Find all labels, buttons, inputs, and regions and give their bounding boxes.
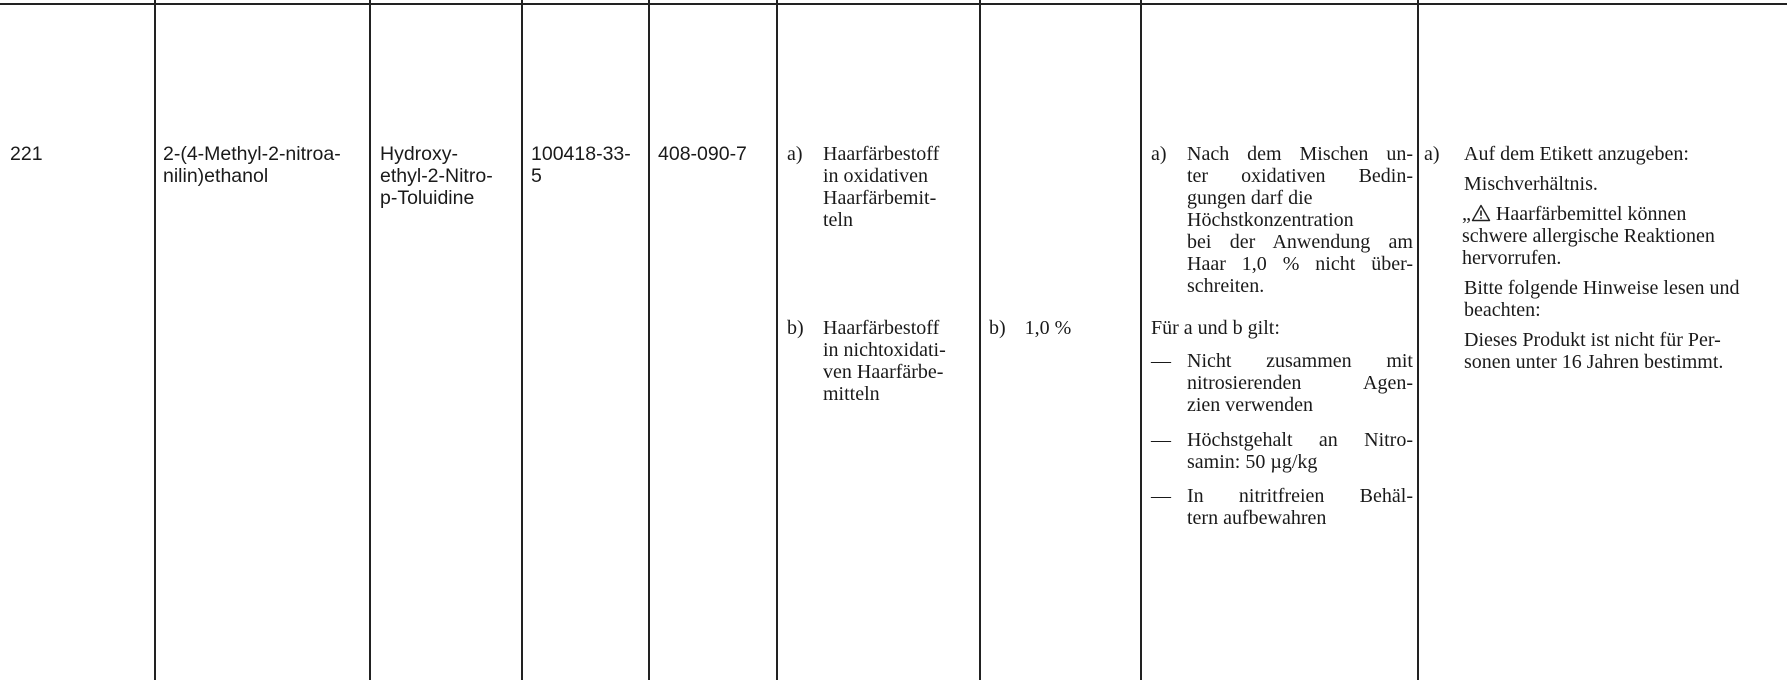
max-concentration: b) 1,0 %: [989, 317, 1072, 339]
limitation-heading: Für a und b gilt:: [1151, 317, 1280, 339]
mixing-ratio: Mischverhältnis.: [1464, 173, 1598, 195]
column-divider: [1417, 0, 1419, 680]
column-divider: [521, 0, 523, 680]
warning-text: „ Haarfärbemittel können schwere allergische Reaktionen hervorrufen.: [1462, 203, 1715, 269]
limitation-bullet: — Höchstgehalt an Nitro- samin: 50 µg/kg: [1151, 429, 1413, 473]
product-type-b: b) Haarfärbestoff in nichtoxidati- ven Haarfärbe- mitteln: [787, 317, 946, 405]
chemical-name: 2-(4-Methyl-2-nitroa- nilin)ethanol: [163, 143, 341, 187]
product-type-a: a) Haarfärbestoff in oxidativen Haarfärbemit- teln: [787, 143, 940, 231]
limitation-a: a) Nach dem Mischen un- ter oxidativen Bedin- gungen darf die Höchstkonzentration bei der Anwendung am Haar 1,0 % nicht über- schreiten.: [1151, 143, 1413, 297]
reference-number: 221: [10, 143, 43, 165]
column-divider: [154, 0, 156, 680]
read-instructions-text: Bitte folgende Hinweise lesen und beachten:: [1464, 277, 1740, 321]
table-top-rule: [0, 3, 1787, 5]
age-restriction-text: Dieses Produkt ist nicht für Per- sonen unter 16 Jahren bestimmt.: [1464, 329, 1724, 373]
limitation-bullet: — In nitritfreien Behäl- tern aufbewahren: [1151, 485, 1413, 529]
common-name: Hydroxy- ethyl-2-Nitro- p-Toluidine: [380, 143, 493, 209]
column-divider: [369, 0, 371, 680]
warning-triangle-icon: [1471, 204, 1491, 222]
ec-number: 408-090-7: [658, 143, 747, 165]
column-divider: [648, 0, 650, 680]
label-instruction: Auf dem Etikett anzugeben:: [1464, 143, 1689, 165]
other-limitations: [1151, 143, 1413, 563]
labelling-conditions: a) Auf dem Etikett anzugeben: Mischverhältnis. „ Haarfärbemittel können schwere allergische Reaktionen hervorrufen. Bitte folgende Hinweise lesen und beachten: Dieses Produkt ist nicht für Per- sonen unter 16 Jahren bestimmt.: [1424, 143, 1786, 463]
cas-number: 100418-33- 5: [531, 143, 631, 187]
column-divider: [776, 0, 778, 680]
column-divider: [1140, 0, 1142, 680]
limitation-bullet: — Nicht zusammen mit nitrosierenden Agen- zien verwenden: [1151, 350, 1413, 416]
product-types: [787, 143, 972, 443]
column-divider: [979, 0, 981, 680]
